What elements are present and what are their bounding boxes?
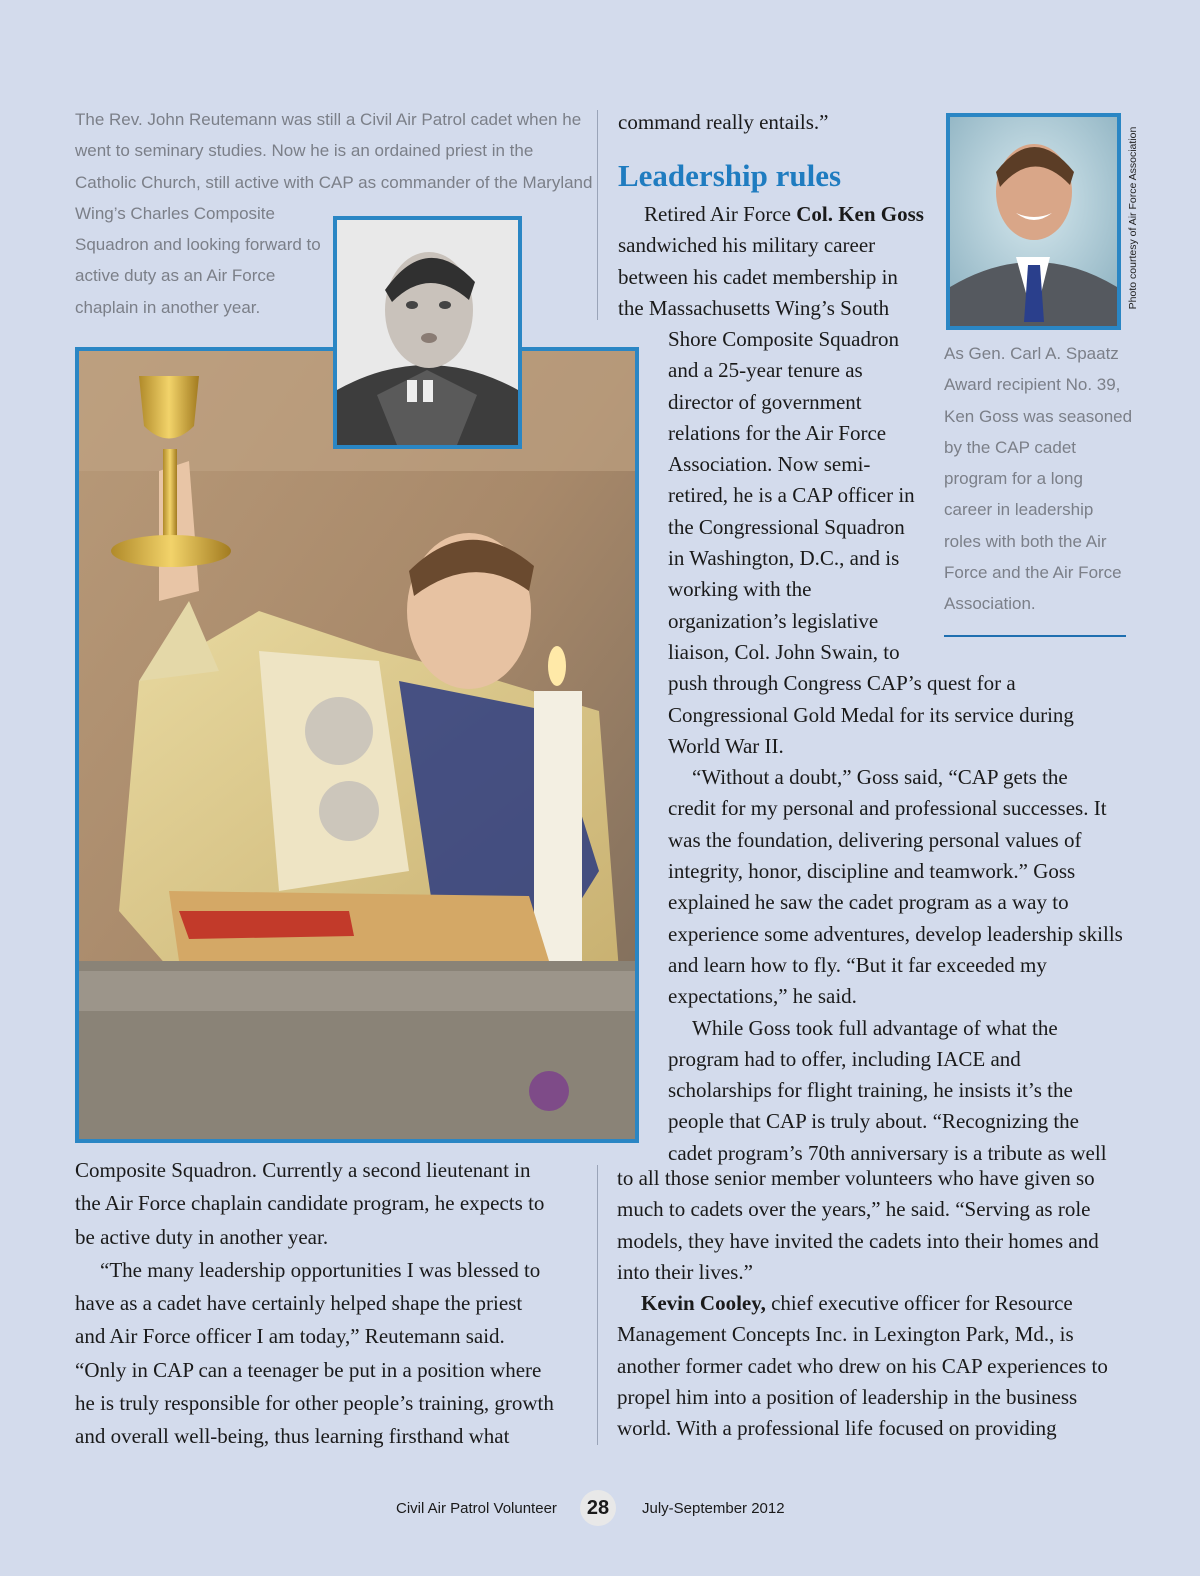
cadet-portrait-photo <box>333 216 522 449</box>
text-line: push through Congress CAP’s quest for a <box>668 671 1016 696</box>
text-line <box>618 199 924 230</box>
text-line: have as a cadet have certainly helped shape the priest <box>75 1291 523 1316</box>
bold-name: Kevin Cooley, <box>641 1291 766 1316</box>
text-line: working with the <box>668 577 812 602</box>
text-line: Shore Composite Squadron <box>668 327 899 351</box>
text-line: retired, he is a CAP officer in <box>668 483 915 508</box>
goss-portrait-illustration <box>950 117 1117 326</box>
text-line: explained he saw the cadet program as a way to <box>668 890 1069 915</box>
text-line: be active duty in another year. <box>75 1224 329 1249</box>
priest-photo-illustration <box>79 351 635 1139</box>
caption-line: career in leadership <box>944 500 1094 520</box>
goss-portrait-photo <box>946 113 1121 330</box>
cadet-portrait-illustration <box>337 220 518 445</box>
caption-rule <box>944 635 1126 637</box>
text-line: to all those senior member volunteers who have given so <box>617 1166 1095 1190</box>
text-line: experience some adventures, develop leadership skills <box>668 921 1123 946</box>
text-line: integrity, honor, discipline and teamwork.” Goss <box>668 859 1076 884</box>
text-line: another former cadet who drew on his CAP experiences to <box>617 1353 1108 1378</box>
caption-line: program for a long <box>944 469 1083 489</box>
caption-line: active duty as an Air Force <box>75 266 276 286</box>
goss-caption <box>944 338 1134 620</box>
text-line: the Massachusetts Wing’s South <box>618 295 890 320</box>
left-column-text <box>75 1154 554 1454</box>
caption-line: went to seminary studies. Now he is an ordained priest in the <box>75 141 534 161</box>
right-column-bottom-text <box>617 1163 1108 1445</box>
text-line: between his cadet membership in <box>618 264 898 289</box>
text-line: program had to offer, including IACE and <box>668 1046 1021 1071</box>
text-line: cadet program’s 70th anniversary is a tribute as well <box>668 1140 1107 1165</box>
bold-name: Col. Ken Goss <box>796 202 924 226</box>
text-line: While Goss took full advantage of what the <box>692 1015 1058 1040</box>
text-line: and learn how to fly. “But it far exceeded my <box>668 952 1047 977</box>
text-line: World War II. <box>668 733 784 758</box>
text-line: the Congressional Squadron <box>668 514 905 539</box>
text-line: into their lives.” <box>617 1259 753 1284</box>
text-fragment: chief executive officer for Resource <box>765 1291 1073 1316</box>
caption-line: chaplain in another year. <box>75 297 261 317</box>
page-number: 28 <box>580 1490 616 1526</box>
right-column-top-line: command really entails.” <box>618 110 829 134</box>
text-line: expectations,” he said. <box>668 984 857 1009</box>
text-line: and overall well-being, thus learning firsthand what <box>75 1424 510 1449</box>
text-line: in Washington, D.C., and is <box>668 546 900 571</box>
priest-chalice-photo <box>75 347 639 1143</box>
caption-line: by the CAP cadet <box>944 437 1076 457</box>
text-line: organization’s legislative <box>668 608 879 633</box>
text-line: Congressional Gold Medal for its service during <box>668 702 1074 727</box>
text-line: relations for the Air Force <box>668 420 887 445</box>
text-line: “Only in CAP can a teenager be put in a position where <box>75 1357 542 1382</box>
text-line: models, they have invited the cadets into their homes and <box>617 1228 1099 1253</box>
section-heading: Leadership rules <box>618 158 842 193</box>
text-line: scholarships for flight training, he insists it’s the <box>668 1078 1073 1103</box>
text-line: was the foundation, delivering personal values of <box>668 827 1082 852</box>
text-line: and a 25-year tenure as <box>668 358 863 383</box>
text-line: people that CAP is truly about. “Recognizing the <box>668 1109 1079 1134</box>
text-line: propel him into a position of leadership in the business <box>617 1385 1078 1410</box>
text-line: and Air Force officer I am today,” Reutemann said. <box>75 1324 505 1349</box>
text-line: credit for my personal and professional successes. It <box>668 796 1107 821</box>
text-line: sandwiched his military career <box>618 233 876 258</box>
text-line: liaison, Col. John Swain, to <box>668 639 900 664</box>
caption-line: Ken Goss was seasoned <box>944 406 1133 426</box>
caption-line: Catholic Church, still active with CAP as commander of the Maryland <box>75 172 593 192</box>
text-line: Composite Squadron. Currently a second lieutenant in <box>75 1158 531 1182</box>
text-line: much to cadets over the years,” he said. “Serving as role <box>617 1197 1091 1222</box>
photo-credit: Photo courtesy of Air Force Association <box>1127 126 1139 310</box>
caption-line: Force and the Air Force <box>944 563 1122 583</box>
caption-line: As Gen. Carl A. Spaatz <box>944 344 1119 363</box>
text-line: “Without a doubt,” Goss said, “CAP gets the <box>692 765 1068 790</box>
text-line: the Air Force chaplain candidate program, he expects to <box>75 1191 545 1216</box>
text-line: Management Concepts Inc. in Lexington Park, Md., is <box>617 1322 1074 1347</box>
caption-line: Squadron and looking forward to <box>75 235 321 255</box>
footer-publication: Civil Air Patrol Volunteer <box>396 1500 557 1517</box>
right-column-narrow-text <box>618 199 924 324</box>
text-line: Association. Now semi- <box>668 452 871 477</box>
caption-line: Award recipient No. 39, <box>944 375 1121 395</box>
footer-issue: July-September 2012 <box>642 1500 785 1517</box>
column-divider-top <box>597 110 598 320</box>
text-line: “The many leadership opportunities I was blessed to <box>100 1257 541 1282</box>
text-line <box>617 1288 1108 1319</box>
caption-line: Wing’s Charles Composite <box>75 203 275 223</box>
caption-line: roles with both the Air <box>944 531 1107 551</box>
text-line: he is truly responsible for other people’s training, growth <box>75 1391 554 1416</box>
column-divider-bottom <box>597 1165 598 1445</box>
caption-line: Association. <box>944 594 1036 614</box>
text-line: director of government <box>668 389 862 414</box>
caption-line: The Rev. John Reutemann was still a Civil Air Patrol cadet when he <box>75 110 582 129</box>
text-line: world. With a professional life focused on providing <box>617 1416 1057 1441</box>
text-fragment: Retired Air Force <box>644 202 797 226</box>
